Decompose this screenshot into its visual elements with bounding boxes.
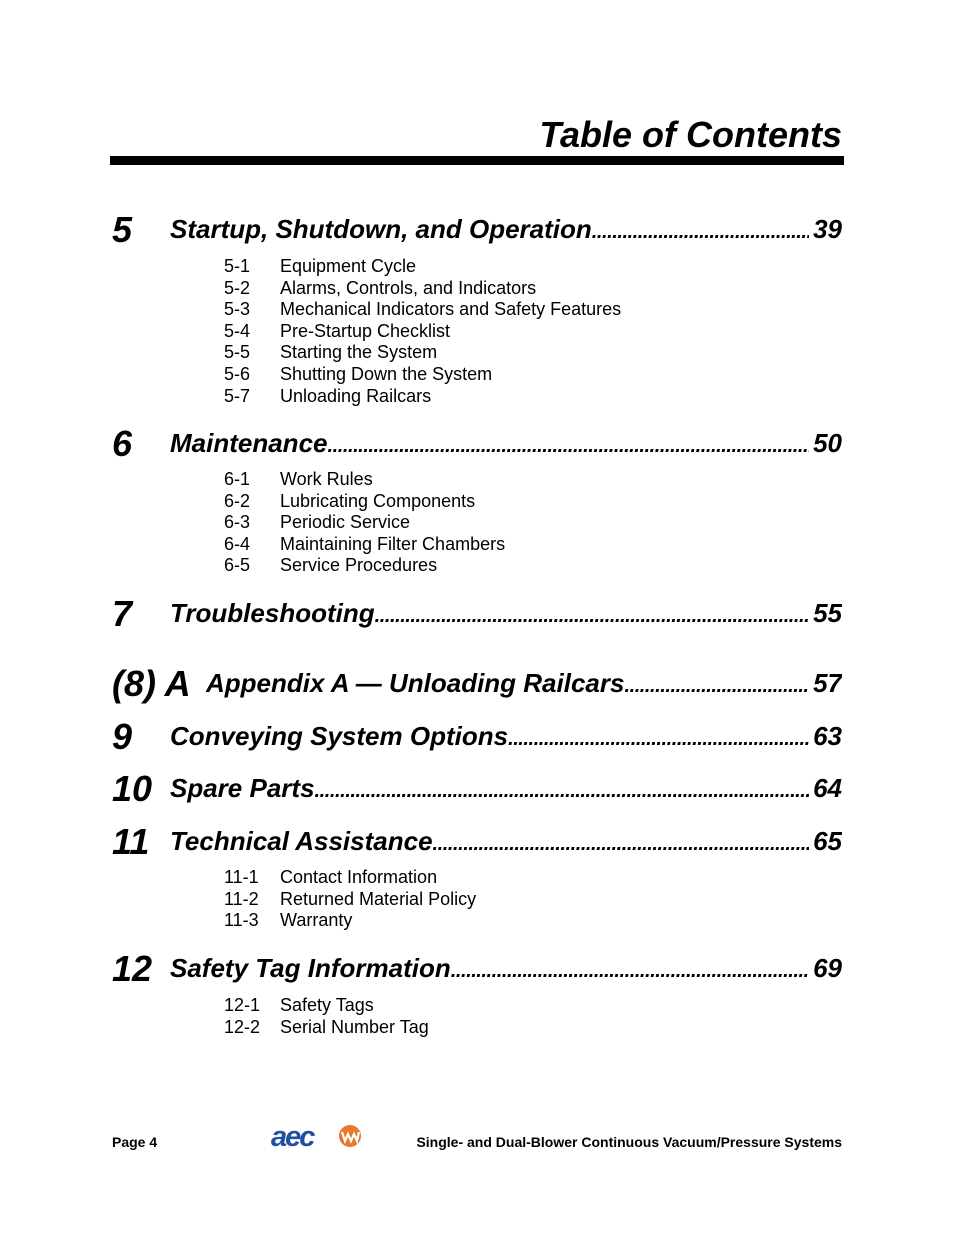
section-entry[interactable] [224, 889, 476, 911]
section-number: 6-1 [224, 469, 251, 489]
section-entry[interactable] [224, 278, 621, 300]
section-title: Safety Tags [280, 995, 374, 1015]
chapter-page-number: 63 [813, 721, 842, 751]
section-title: Lubricating Components [280, 490, 476, 511]
chapter-title: Troubleshooting [170, 598, 375, 628]
section-entry[interactable] [224, 342, 621, 364]
section-number: 5-3 [224, 299, 251, 320]
chapter-page-number: 39 [813, 214, 842, 244]
chapter-page-number: 65 [813, 826, 842, 856]
chapter-number: (8) A [112, 663, 191, 704]
section-entry[interactable] [224, 469, 505, 491]
dot-leader [624, 667, 809, 702]
section-list [224, 256, 621, 407]
section-title: Returned Material Policy [280, 888, 477, 909]
chapter-entry[interactable] [112, 590, 842, 634]
chapter-entry[interactable] [112, 713, 842, 757]
section-title: Contact Information [280, 867, 438, 887]
chapter-number: 7 [112, 593, 133, 634]
page-title: Table of Contents [539, 114, 842, 155]
section-list [224, 995, 429, 1038]
section-entry[interactable] [224, 867, 476, 889]
section-entry[interactable] [224, 512, 505, 534]
chapter-line [170, 952, 842, 987]
section-number: 11-3 [224, 910, 259, 931]
chapter-line [170, 720, 842, 755]
section-number: 6-5 [224, 555, 251, 576]
chapter-number: 5 [112, 209, 133, 250]
chapter-title: Conveying System Options [170, 721, 509, 751]
chapter-title: Technical Assistance [170, 826, 433, 856]
section-title: Work Rules [280, 469, 373, 489]
chapter-title: Safety Tag Information [170, 953, 451, 983]
chapter-line [170, 772, 842, 807]
section-number: 12-2 [224, 1016, 261, 1037]
section-title: Serial Number Tag [280, 1016, 429, 1037]
section-number: 5-6 [224, 363, 251, 384]
dot-leader [375, 597, 809, 632]
title-rule [110, 156, 844, 165]
chapter-line [170, 213, 842, 248]
chapter-title: Appendix A — Unloading Railcars [206, 668, 625, 698]
chapter-number: 6 [112, 423, 133, 464]
chapter-entry[interactable] [112, 945, 842, 989]
section-list [224, 867, 476, 932]
chapter-number: 9 [112, 716, 133, 757]
section-title: Mechanical Indicators and Safety Features [280, 299, 622, 320]
chapter-page-number: 69 [813, 953, 842, 983]
page-footer [112, 1121, 842, 1153]
section-title: Warranty [280, 910, 353, 931]
section-title: Equipment Cycle [280, 256, 417, 276]
chapter-page-number: 57 [813, 668, 842, 698]
chapter-page-number: 50 [813, 428, 842, 458]
system-name: Single- and Dual-Blower Continuous Vacuum/Pressure Systems [416, 1134, 842, 1150]
chapter-entry[interactable] [112, 660, 842, 704]
section-number: 5-2 [224, 277, 251, 298]
dot-leader [315, 772, 810, 807]
dot-leader [592, 213, 809, 248]
section-title: Shutting Down the System [280, 363, 493, 384]
section-list [224, 469, 505, 577]
section-title: Starting the System [280, 342, 438, 363]
section-entry[interactable] [224, 299, 621, 321]
chapter-number: 10 [112, 768, 153, 809]
section-title: Alarms, Controls, and Indicators [280, 277, 537, 298]
section-entry[interactable] [224, 491, 505, 513]
section-title: Pre-Startup Checklist [280, 320, 451, 341]
chapter-title: Startup, Shutdown, and Operation [170, 214, 592, 244]
chapter-entry[interactable] [112, 206, 842, 250]
chapter-title: Spare Parts [170, 773, 315, 803]
aec-logo-icon [271, 1121, 363, 1151]
chapter-line [170, 597, 842, 632]
chapter-number: 12 [112, 948, 153, 989]
chapter-line [170, 427, 842, 462]
section-entry[interactable] [224, 555, 505, 577]
aec-logo-text: aec [271, 1121, 314, 1151]
chapter-entry[interactable] [112, 818, 842, 862]
section-entry[interactable] [224, 910, 476, 932]
chapter-page-number: 64 [813, 773, 842, 803]
chapter-line [206, 667, 842, 702]
dot-leader [328, 427, 810, 462]
section-number: 5-1 [224, 256, 251, 276]
section-title: Maintaining Filter Chambers [280, 533, 506, 554]
dot-leader [508, 720, 809, 755]
section-entry[interactable] [224, 364, 621, 386]
section-number: 11-2 [224, 888, 259, 909]
section-number: 5-7 [224, 385, 251, 406]
chapter-title: Maintenance [170, 428, 328, 458]
dot-leader [433, 825, 810, 860]
section-number: 6-2 [224, 490, 251, 511]
section-entry[interactable] [224, 995, 429, 1017]
section-entry[interactable] [224, 1017, 429, 1039]
section-entry[interactable] [224, 256, 621, 278]
section-entry[interactable] [224, 386, 621, 408]
page-number: Page 4 [112, 1134, 158, 1150]
chapter-page-number: 55 [813, 598, 842, 628]
section-number: 11-1 [224, 867, 259, 887]
section-number: 6-4 [224, 533, 251, 554]
section-title: Service Procedures [280, 555, 438, 576]
section-entry[interactable] [224, 534, 505, 556]
section-entry[interactable] [224, 321, 621, 343]
section-number: 12-1 [224, 995, 261, 1015]
section-number: 6-3 [224, 512, 251, 533]
chapter-entry[interactable] [112, 420, 842, 464]
chapter-number: 11 [112, 821, 150, 862]
section-title: Periodic Service [280, 512, 411, 533]
dot-leader [451, 952, 809, 987]
chapter-line [170, 825, 842, 860]
chapter-entry[interactable] [112, 765, 842, 809]
section-number: 5-5 [224, 342, 251, 363]
section-number: 5-4 [224, 320, 251, 341]
section-title: Unloading Railcars [280, 385, 432, 406]
